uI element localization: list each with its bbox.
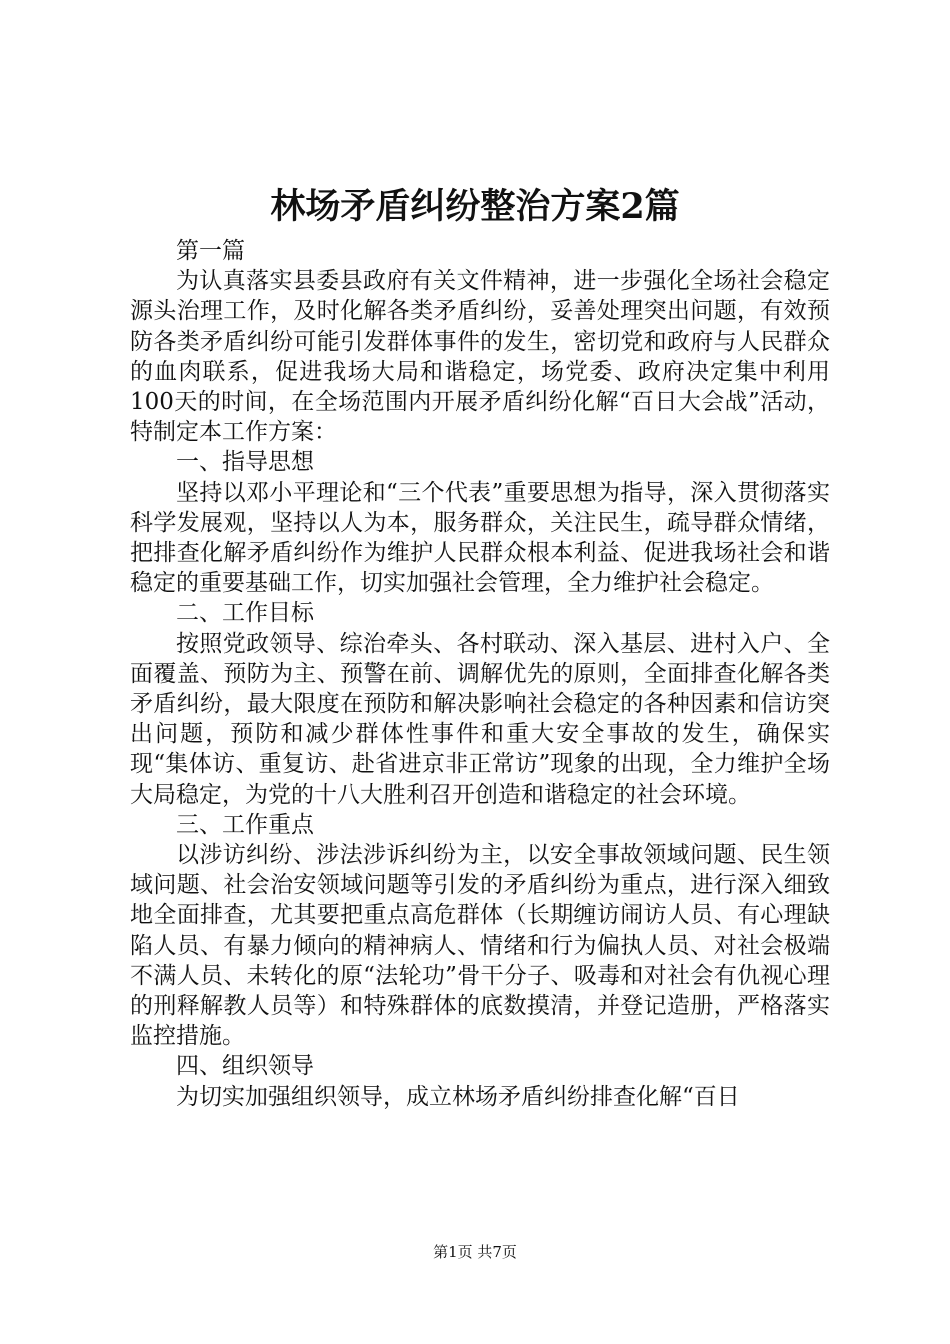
paragraph: 按照党政领导、综治牵头、各村联动、深入基层、进村入户、全面覆盖、预防为主、预警在前、调解优先的原则，全面排查化解各类矛盾纠纷，最大限度在预防和解决影响社会稳定的各种因素和信访突出问题，预防和减少群体性事件和重大安全事故的发生，确保实现“集体访、重复访、赴省进京非正常访”现象的出现，全力维护全场大局稳定，为党的十八大胜利召开创造和谐稳定的社会环境。	[130, 630, 830, 808]
section-label: 第一篇	[176, 238, 245, 264]
paragraph: 坚持以邓小平理论和“三个代表”重要思想为指导，深入贯彻落实科学发展观，坚持以人为本，服务群众，关注民生，疏导群众情绪，把排查化解矛盾纠纷作为维护人民群众根本利益、促进我场社会和谐稳定的重要基础工作，切实加强社会管理，全力维护社会稳定。	[130, 479, 830, 597]
page-footer: 第1页 共7页	[433, 1243, 517, 1261]
section-heading: 三、工作重点	[176, 811, 314, 838]
section-heading: 一、指导思想	[176, 449, 314, 476]
document-title: 林场矛盾纠纷整治方案2篇	[270, 186, 680, 227]
paragraph: 为切实加强组织领导，成立林场矛盾纠纷排查化解“百日	[176, 1083, 740, 1110]
paragraph: 以涉访纠纷、涉法涉诉纠纷为主，以安全事故领域问题、民生领域问题、社会治安领域问题等引发的矛盾纠纷为重点，进行深入细致地全面排查，尤其要把重点高危群体（长期缠访闹访人员、有心理缺陷人员、有暴力倾向的精神病人、情绪和行为偏执人员、对社会极端不满人员、未转化的原“法轮功”骨干分子、吸毒和对社会有仇视心理的刑释解教人员等）和特殊群体的底数摸清，并登记造册，严格落实监控措施。	[130, 842, 830, 1050]
paragraph: 为认真落实县委县政府有关文件精神，进一步强化全场社会稳定源头治理工作，及时化解各类矛盾纠纷，妥善处理突出问题，有效预防各类矛盾纠纷可能引发群体事件的发生，密切党和政府与人民群众的血肉联系，促进我场大局和谐稳定，场党委、政府决定集中利用100天的时间，在全场范围内开展矛盾纠纷化解“百日大会战”活动，特制定本工作方案：	[130, 268, 830, 446]
document-body	[130, 236, 830, 1112]
section-heading: 四、组织领导	[176, 1053, 314, 1080]
section-heading: 二、工作目标	[176, 600, 314, 627]
